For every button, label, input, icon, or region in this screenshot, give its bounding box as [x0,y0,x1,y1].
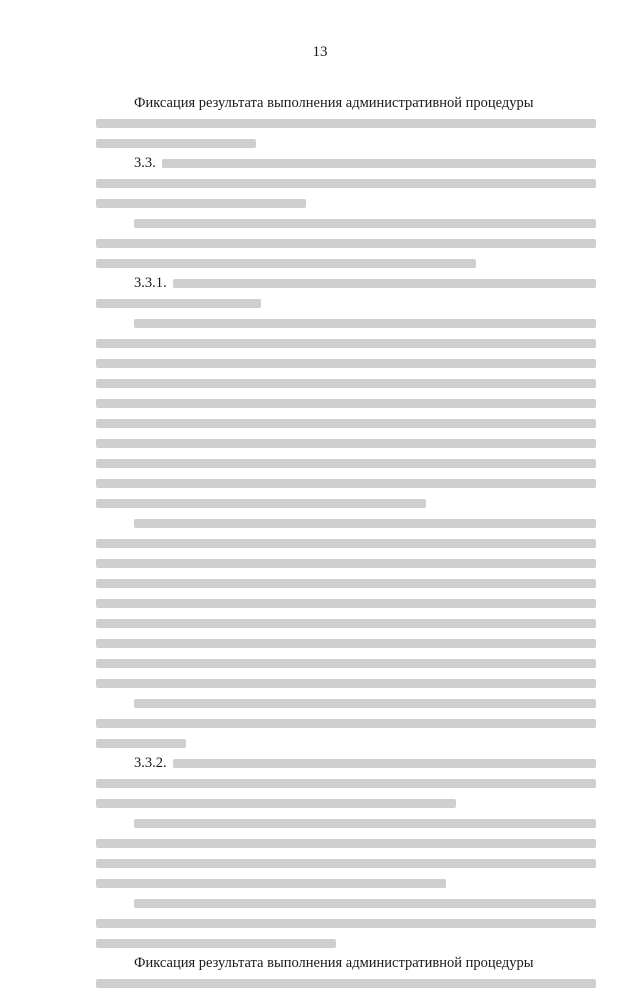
text-placeholder [173,279,596,288]
text-placeholder [96,299,261,308]
text-line [96,113,596,133]
text-placeholder [96,779,596,788]
text-line [96,273,596,293]
paragraph [96,753,596,813]
text-line [96,133,596,153]
text-placeholder [96,839,596,848]
text-line [96,493,596,513]
text-line [96,733,596,753]
text-placeholder [96,919,596,928]
text-placeholder [96,339,596,348]
text-placeholder [96,579,596,588]
text-line [96,873,596,893]
text-line [96,513,596,533]
text-line [96,913,596,933]
text-placeholder [96,599,596,608]
text-placeholder [96,859,596,868]
text-line [96,93,596,113]
text-line [96,553,596,573]
text-line [96,853,596,873]
paragraph [96,93,596,153]
text-placeholder [173,759,596,768]
paragraph [96,213,596,273]
text-line [96,693,596,713]
text-placeholder [96,679,596,688]
text-line [96,293,596,313]
text-line [96,673,596,693]
text-placeholder [96,939,336,948]
text-placeholder [96,119,596,128]
text-placeholder [96,659,596,668]
text-line [96,333,596,353]
paragraph [96,153,596,213]
text-line [96,153,596,173]
body-text [96,93,596,993]
text-line [96,953,596,973]
text-line [96,213,596,233]
text-placeholder [96,479,596,488]
text-placeholder [96,619,596,628]
clause-number: 3.3.1. [134,275,167,291]
paragraph [96,693,596,753]
text-placeholder [96,639,596,648]
text-placeholder [96,359,596,368]
clause-number: 3.3.2. [134,755,167,771]
text-line [96,373,596,393]
text-placeholder [134,319,596,328]
text-placeholder [134,819,596,828]
text-placeholder [96,539,596,548]
clause-number: 3.3. [134,155,156,171]
page-number: 13 [312,44,328,60]
text-line [96,593,596,613]
text-line [96,353,596,373]
text-placeholder [96,459,596,468]
text-placeholder [96,879,446,888]
text-line [96,833,596,853]
text-placeholder [96,739,186,748]
text-placeholder [96,239,596,248]
paragraph [96,953,596,993]
text-line [96,573,596,593]
text-placeholder [96,399,596,408]
text-placeholder [96,379,596,388]
text-line [96,393,596,413]
text-line [96,613,596,633]
text-placeholder [96,419,596,428]
text-placeholder [96,199,306,208]
text-placeholder [134,899,596,908]
paragraph [96,313,596,513]
paragraph-opening-words: Фиксация результата выполнения административной процедуры [134,955,534,971]
paragraph-opening-words: Фиксация результата выполнения административной процедуры [134,95,534,111]
text-placeholder [134,519,596,528]
paragraph [96,273,596,313]
text-line [96,433,596,453]
text-placeholder [96,439,596,448]
text-placeholder [134,219,596,228]
text-placeholder [134,699,596,708]
text-line [96,313,596,333]
text-line [96,633,596,653]
text-line [96,773,596,793]
text-line [96,933,596,953]
text-line [96,193,596,213]
text-line [96,453,596,473]
text-line [96,893,596,913]
text-line [96,233,596,253]
text-line [96,973,596,993]
paragraph [96,513,596,693]
text-line [96,253,596,273]
text-placeholder [96,799,456,808]
text-line [96,473,596,493]
text-placeholder [162,159,596,168]
text-placeholder [96,179,596,188]
text-placeholder [96,259,476,268]
paragraph [96,813,596,893]
text-placeholder [96,979,596,988]
text-placeholder [96,139,256,148]
text-line [96,753,596,773]
text-placeholder [96,719,596,728]
text-line [96,413,596,433]
text-line [96,813,596,833]
text-line [96,533,596,553]
text-placeholder [96,499,426,508]
text-line [96,713,596,733]
text-line [96,173,596,193]
text-placeholder [96,559,596,568]
text-line [96,793,596,813]
text-line [96,653,596,673]
paragraph [96,893,596,953]
